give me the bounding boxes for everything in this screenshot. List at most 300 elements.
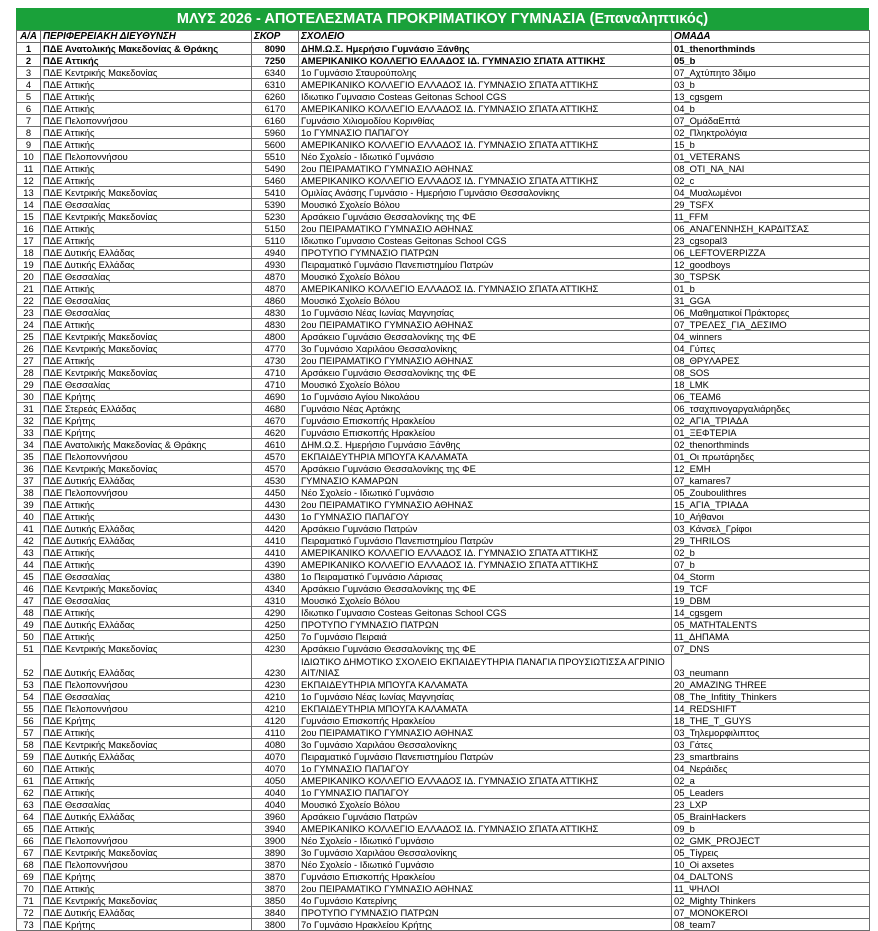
school-cell: ΑΜΕΡΙΚΑΝΙΚΟ ΚΟΛΛΕΓΙΟ ΕΛΛΑΔΟΣ ΙΔ. ΓΥΜΝΑΣΙΟ ΣΠΑΤΑ ΑΤΤΙΚΗΣ bbox=[299, 55, 672, 67]
rank-cell: 59 bbox=[17, 751, 41, 763]
table-row bbox=[17, 907, 870, 919]
rank-cell: 49 bbox=[17, 619, 41, 631]
table-row bbox=[17, 391, 870, 403]
rank-cell: 34 bbox=[17, 439, 41, 451]
team-cell: 05_Leaders bbox=[672, 787, 870, 799]
table-row bbox=[17, 535, 870, 547]
table-row bbox=[17, 691, 870, 703]
rank-cell: 71 bbox=[17, 895, 41, 907]
rank-cell: 14 bbox=[17, 199, 41, 211]
directorate-cell: ΠΔΕ Κρήτης bbox=[41, 415, 252, 427]
directorate-cell: ΠΔΕ Κρήτης bbox=[41, 427, 252, 439]
rank-cell: 65 bbox=[17, 823, 41, 835]
rank-cell: 11 bbox=[17, 163, 41, 175]
rank-cell: 10 bbox=[17, 151, 41, 163]
rank-cell: 29 bbox=[17, 379, 41, 391]
team-cell: 08_SOS bbox=[672, 367, 870, 379]
team-cell: 02_ΑΓΙΑ_ΤΡΙΑΔΑ bbox=[672, 415, 870, 427]
score-cell: 4110 bbox=[252, 727, 299, 739]
team-cell: 18_LMK bbox=[672, 379, 870, 391]
team-cell: 23_smartbrains bbox=[672, 751, 870, 763]
score-cell: 5390 bbox=[252, 199, 299, 211]
team-cell: 10_Oi axsetes bbox=[672, 859, 870, 871]
rank-cell: 64 bbox=[17, 811, 41, 823]
directorate-cell: ΠΔΕ Αττικής bbox=[41, 511, 252, 523]
school-cell: ΑΜΕΡΙΚΑΝΙΚΟ ΚΟΛΛΕΓΙΟ ΕΛΛΑΔΟΣ ΙΔ. ΓΥΜΝΑΣΙΟ ΣΠΑΤΑ ΑΤΤΙΚΗΣ bbox=[299, 79, 672, 91]
directorate-cell: ΠΔΕ Δυτικής Ελλάδας bbox=[41, 259, 252, 271]
table-row bbox=[17, 547, 870, 559]
score-cell: 4430 bbox=[252, 511, 299, 523]
team-cell: 30_TSPSK bbox=[672, 271, 870, 283]
directorate-cell: ΠΔΕ Αττικής bbox=[41, 607, 252, 619]
school-cell: 2ου ΠΕΙΡΑΜΑΤΙΚΟ ΓΥΜΝΑΣΙΟ ΑΘΗΝΑΣ bbox=[299, 355, 672, 367]
directorate-cell: ΠΔΕ Αττικής bbox=[41, 91, 252, 103]
score-cell: 4340 bbox=[252, 583, 299, 595]
team-cell: 23_cgsopal3 bbox=[672, 235, 870, 247]
directorate-cell: ΠΔΕ Δυτικής Ελλάδας bbox=[41, 475, 252, 487]
score-cell: 4050 bbox=[252, 775, 299, 787]
table-row bbox=[17, 115, 870, 127]
score-cell: 6170 bbox=[252, 103, 299, 115]
team-cell: 07_ΟμάδαΕπτά bbox=[672, 115, 870, 127]
school-cell: Μουσικό Σχολείο Βόλου bbox=[299, 271, 672, 283]
directorate-cell: ΠΔΕ Κρήτης bbox=[41, 715, 252, 727]
directorate-cell: ΠΔΕ Αττικής bbox=[41, 103, 252, 115]
rank-cell: 27 bbox=[17, 355, 41, 367]
team-cell: 04_winners bbox=[672, 331, 870, 343]
school-cell: ΑΜΕΡΙΚΑΝΙΚΟ ΚΟΛΛΕΓΙΟ ΕΛΛΑΔΟΣ ΙΔ. ΓΥΜΝΑΣΙΟ ΣΠΑΤΑ ΑΤΤΙΚΗΣ bbox=[299, 823, 672, 835]
table-row bbox=[17, 583, 870, 595]
directorate-cell: ΠΔΕ Κεντρικής Μακεδονίας bbox=[41, 343, 252, 355]
team-cell: 11_ΨΗΛΟΙ bbox=[672, 883, 870, 895]
rank-cell: 15 bbox=[17, 211, 41, 223]
score-cell: 4230 bbox=[252, 643, 299, 655]
score-cell: 4940 bbox=[252, 247, 299, 259]
directorate-cell: ΠΔΕ Θεσσαλίας bbox=[41, 379, 252, 391]
score-cell: 4930 bbox=[252, 259, 299, 271]
rank-cell: 4 bbox=[17, 79, 41, 91]
score-cell: 6160 bbox=[252, 115, 299, 127]
table-row bbox=[17, 703, 870, 715]
table-row bbox=[17, 307, 870, 319]
team-cell: 06_LEFTOVERPIZZA bbox=[672, 247, 870, 259]
rank-cell: 70 bbox=[17, 883, 41, 895]
rank-cell: 9 bbox=[17, 139, 41, 151]
score-cell: 4310 bbox=[252, 595, 299, 607]
team-cell: 06_τσαχπινογαργαλιάρηδες bbox=[672, 403, 870, 415]
team-cell: 14_REDSHIFT bbox=[672, 703, 870, 715]
score-cell: 4710 bbox=[252, 367, 299, 379]
team-cell: 07_Αχτύπητο 3διμο bbox=[672, 67, 870, 79]
school-cell: Γυμνάσιο Επισκοπής Ηρακλείου bbox=[299, 871, 672, 883]
rank-cell: 7 bbox=[17, 115, 41, 127]
team-cell: 05_MATHTALENTS bbox=[672, 619, 870, 631]
directorate-cell: ΠΔΕ Αττικής bbox=[41, 163, 252, 175]
table-row bbox=[17, 127, 870, 139]
directorate-cell: ΠΔΕ Αττικής bbox=[41, 763, 252, 775]
school-cell: Ομιλίας Ανάσης Γυμνάσιο - Ημερήσιο Γυμνάσιο Θεσσαλονίκης bbox=[299, 187, 672, 199]
score-cell: 4870 bbox=[252, 271, 299, 283]
directorate-cell: ΠΔΕ Κεντρικής Μακεδονίας bbox=[41, 211, 252, 223]
rank-cell: 35 bbox=[17, 451, 41, 463]
team-cell: 14_cgsgem bbox=[672, 607, 870, 619]
school-cell: Μουσικό Σχολείο Βόλου bbox=[299, 295, 672, 307]
school-cell: 3ο Γυμνάσιο Χαριλάου Θεσσαλονίκης bbox=[299, 343, 672, 355]
team-cell: 03_neumann bbox=[672, 655, 870, 679]
table-row bbox=[17, 835, 870, 847]
rank-cell: 52 bbox=[17, 655, 41, 679]
score-cell: 5600 bbox=[252, 139, 299, 151]
school-cell: ΕΚΠΑΙΔΕΥΤΗΡΙΑ ΜΠΟΥΓΑ ΚΑΛΑΜΑΤΑ bbox=[299, 451, 672, 463]
table-row bbox=[17, 367, 870, 379]
directorate-cell: ΠΔΕ Αττικής bbox=[41, 55, 252, 67]
score-cell: 4120 bbox=[252, 715, 299, 727]
team-cell: 07_MONOKEROI bbox=[672, 907, 870, 919]
school-cell: Ιδιωτικο Γυμνασιο Costeas Geitonas School CGS bbox=[299, 607, 672, 619]
school-cell: ΑΜΕΡΙΚΑΝΙΚΟ ΚΟΛΛΕΓΙΟ ΕΛΛΑΔΟΣ ΙΔ. ΓΥΜΝΑΣΙΟ ΣΠΑΤΑ ΑΤΤΙΚΗΣ bbox=[299, 559, 672, 571]
table-row bbox=[17, 403, 870, 415]
directorate-cell: ΠΔΕ Θεσσαλίας bbox=[41, 799, 252, 811]
school-cell: 2ου ΠΕΙΡΑΜΑΤΙΚΟ ΓΥΜΝΑΣΙΟ ΑΘΗΝΑΣ bbox=[299, 163, 672, 175]
table-row bbox=[17, 871, 870, 883]
table-row bbox=[17, 787, 870, 799]
school-cell: ΓΥΜΝΑΣΙΟ ΚΑΜΑΡΩΝ bbox=[299, 475, 672, 487]
score-cell: 4420 bbox=[252, 523, 299, 535]
school-cell: 2ου ΠΕΙΡΑΜΑΤΙΚΟ ΓΥΜΝΑΣΙΟ ΑΘΗΝΑΣ bbox=[299, 883, 672, 895]
directorate-cell: ΠΔΕ Κεντρικής Μακεδονίας bbox=[41, 643, 252, 655]
table-row bbox=[17, 631, 870, 643]
school-cell: Γυμνάσιο Επισκοπής Ηρακλείου bbox=[299, 415, 672, 427]
directorate-cell: ΠΔΕ Κεντρικής Μακεδονίας bbox=[41, 847, 252, 859]
directorate-cell: ΠΔΕ Πελοποννήσου bbox=[41, 679, 252, 691]
score-cell: 4730 bbox=[252, 355, 299, 367]
score-cell: 4450 bbox=[252, 487, 299, 499]
score-cell: 4410 bbox=[252, 535, 299, 547]
team-cell: 05_Τίγρεις bbox=[672, 847, 870, 859]
school-cell: ΕΚΠΑΙΔΕΥΤΗΡΙΑ ΜΠΟΥΓΑ ΚΑΛΑΜΑΤΑ bbox=[299, 679, 672, 691]
school-cell: Αρσάκειο Γυμνάσιο Πατρών bbox=[299, 811, 672, 823]
score-cell: 4670 bbox=[252, 415, 299, 427]
team-cell: 03_Γάτες bbox=[672, 739, 870, 751]
team-cell: 02_Πληκτρολόγια bbox=[672, 127, 870, 139]
score-cell: 5410 bbox=[252, 187, 299, 199]
score-cell: 4870 bbox=[252, 283, 299, 295]
header-score: ΣΚΟΡ bbox=[252, 31, 299, 43]
directorate-cell: ΠΔΕ Δυτικής Ελλάδας bbox=[41, 907, 252, 919]
table-row bbox=[17, 799, 870, 811]
table-row bbox=[17, 91, 870, 103]
score-cell: 5150 bbox=[252, 223, 299, 235]
directorate-cell: ΠΔΕ Αττικής bbox=[41, 823, 252, 835]
score-cell: 6310 bbox=[252, 79, 299, 91]
directorate-cell: ΠΔΕ Αττικής bbox=[41, 175, 252, 187]
school-cell: ΠΡΟΤΥΠΟ ΓΥΜΝΑΣΙΟ ΠΑΤΡΩΝ bbox=[299, 619, 672, 631]
table-row bbox=[17, 739, 870, 751]
score-cell: 5460 bbox=[252, 175, 299, 187]
score-cell: 3900 bbox=[252, 835, 299, 847]
rank-cell: 58 bbox=[17, 739, 41, 751]
school-cell: ΕΚΠΑΙΔΕΥΤΗΡΙΑ ΜΠΟΥΓΑ ΚΑΛΑΜΑΤΑ bbox=[299, 703, 672, 715]
score-cell: 4250 bbox=[252, 631, 299, 643]
team-cell: 15_ΑΓΙΑ_ΤΡΙΑΔΑ bbox=[672, 499, 870, 511]
team-cell: 01_b bbox=[672, 283, 870, 295]
directorate-cell: ΠΔΕ Κρήτης bbox=[41, 871, 252, 883]
team-cell: 01_ΞΕΦΤΕΡΙΑ bbox=[672, 427, 870, 439]
school-cell: 1ο ΓΥΜΝΑΣΙΟ ΠΑΠΑΓΟΥ bbox=[299, 511, 672, 523]
table-row bbox=[17, 655, 870, 679]
table-header-row bbox=[17, 31, 870, 43]
school-cell: Γυμνάσιο Χιλιομοδίου Κορινθίας bbox=[299, 115, 672, 127]
directorate-cell: ΠΔΕ Θεσσαλίας bbox=[41, 271, 252, 283]
school-cell: 2ου ΠΕΙΡΑΜΑΤΙΚΟ ΓΥΜΝΑΣΙΟ ΑΘΗΝΑΣ bbox=[299, 223, 672, 235]
school-cell: Αρσάκειο Γυμνάσιο Θεσσαλονίκης της ΦΕ bbox=[299, 463, 672, 475]
school-cell: Νέο Σχολείο - Ιδιωτικό Γυμνάσιο bbox=[299, 835, 672, 847]
rank-cell: 8 bbox=[17, 127, 41, 139]
score-cell: 5960 bbox=[252, 127, 299, 139]
rank-cell: 62 bbox=[17, 787, 41, 799]
table-row bbox=[17, 715, 870, 727]
rank-cell: 22 bbox=[17, 295, 41, 307]
school-cell: Μουσικό Σχολείο Βόλου bbox=[299, 199, 672, 211]
table-row bbox=[17, 439, 870, 451]
rank-cell: 17 bbox=[17, 235, 41, 247]
directorate-cell: ΠΔΕ Αττικής bbox=[41, 139, 252, 151]
team-cell: 23_LXP bbox=[672, 799, 870, 811]
school-cell: ΑΜΕΡΙΚΑΝΙΚΟ ΚΟΛΛΕΓΙΟ ΕΛΛΑΔΟΣ ΙΔ. ΓΥΜΝΑΣΙΟ ΣΠΑΤΑ ΑΤΤΙΚΗΣ bbox=[299, 775, 672, 787]
directorate-cell: ΠΔΕ Πελοποννήσου bbox=[41, 115, 252, 127]
table-row bbox=[17, 775, 870, 787]
table-row bbox=[17, 883, 870, 895]
table-row bbox=[17, 163, 870, 175]
team-cell: 01_thenorthminds bbox=[672, 43, 870, 55]
table-row bbox=[17, 571, 870, 583]
rank-cell: 5 bbox=[17, 91, 41, 103]
team-cell: 06_TEAM6 bbox=[672, 391, 870, 403]
school-cell: ΑΜΕΡΙΚΑΝΙΚΟ ΚΟΛΛΕΓΙΟ ΕΛΛΑΔΟΣ ΙΔ. ΓΥΜΝΑΣΙΟ ΣΠΑΤΑ ΑΤΤΙΚΗΣ bbox=[299, 103, 672, 115]
school-cell: 1ο ΓΥΜΝΑΣΙΟ ΠΑΠΑΓΟΥ bbox=[299, 127, 672, 139]
score-cell: 3870 bbox=[252, 859, 299, 871]
score-cell: 4680 bbox=[252, 403, 299, 415]
school-cell: 4ο Γυμνάσιο Κατερίνης bbox=[299, 895, 672, 907]
score-cell: 4830 bbox=[252, 319, 299, 331]
score-cell: 4290 bbox=[252, 607, 299, 619]
directorate-cell: ΠΔΕ Δυτικής Ελλάδας bbox=[41, 655, 252, 679]
rank-cell: 69 bbox=[17, 871, 41, 883]
team-cell: 02_b bbox=[672, 547, 870, 559]
school-cell: Μουσικό Σχολείο Βόλου bbox=[299, 379, 672, 391]
directorate-cell: ΠΔΕ Αττικής bbox=[41, 235, 252, 247]
team-cell: 08_OTI_NA_NAI bbox=[672, 163, 870, 175]
rank-cell: 25 bbox=[17, 331, 41, 343]
table-row bbox=[17, 523, 870, 535]
score-cell: 6260 bbox=[252, 91, 299, 103]
school-cell: Αρσάκειο Γυμνάσιο Πατρών bbox=[299, 523, 672, 535]
team-cell: 06_ΑΝΑΓΕΝΝΗΣΗ_ΚΑΡΔΙΤΣΑΣ bbox=[672, 223, 870, 235]
team-cell: 02_thenorthminds bbox=[672, 439, 870, 451]
directorate-cell: ΠΔΕ Θεσσαλίας bbox=[41, 571, 252, 583]
table-row bbox=[17, 859, 870, 871]
directorate-cell: ΠΔΕ Θεσσαλίας bbox=[41, 295, 252, 307]
table-row bbox=[17, 343, 870, 355]
school-cell: ΑΜΕΡΙΚΑΝΙΚΟ ΚΟΛΛΕΓΙΟ ΕΛΛΑΔΟΣ ΙΔ. ΓΥΜΝΑΣΙΟ ΣΠΑΤΑ ΑΤΤΙΚΗΣ bbox=[299, 283, 672, 295]
directorate-cell: ΠΔΕ Πελοποννήσου bbox=[41, 703, 252, 715]
school-cell: Αρσάκειο Γυμνάσιο Θεσσαλονίκης της ΦΕ bbox=[299, 211, 672, 223]
team-cell: 07_kamares7 bbox=[672, 475, 870, 487]
rank-cell: 57 bbox=[17, 727, 41, 739]
table-row bbox=[17, 151, 870, 163]
directorate-cell: ΠΔΕ Αττικής bbox=[41, 775, 252, 787]
score-cell: 4860 bbox=[252, 295, 299, 307]
team-cell: 08_The_Infitity_Thinkers bbox=[672, 691, 870, 703]
school-cell bbox=[299, 655, 672, 679]
score-cell: 5510 bbox=[252, 151, 299, 163]
rank-cell: 31 bbox=[17, 403, 41, 415]
rank-cell: 56 bbox=[17, 715, 41, 727]
school-cell: 2ου ΠΕΙΡΑΜΑΤΙΚΟ ΓΥΜΝΑΣΙΟ ΑΘΗΝΑΣ bbox=[299, 499, 672, 511]
rank-cell: 36 bbox=[17, 463, 41, 475]
team-cell: 03_b bbox=[672, 79, 870, 91]
score-cell: 4210 bbox=[252, 691, 299, 703]
directorate-cell: ΠΔΕ Αττικής bbox=[41, 499, 252, 511]
school-cell: Αρσάκειο Γυμνάσιο Θεσσαλονίκης της ΦΕ bbox=[299, 583, 672, 595]
table-row bbox=[17, 199, 870, 211]
directorate-cell: ΠΔΕ Δυτικής Ελλάδας bbox=[41, 751, 252, 763]
header-aa: Α/Α bbox=[17, 31, 41, 43]
header-directorate: ΠΕΡΙΦΕΡΕΙΑΚΗ ΔΙΕΥΘΥΝΣΗ bbox=[41, 31, 252, 43]
directorate-cell: ΠΔΕ Αττικής bbox=[41, 883, 252, 895]
school-cell: Μουσικό Σχολείο Βόλου bbox=[299, 799, 672, 811]
score-cell: 5490 bbox=[252, 163, 299, 175]
table-row bbox=[17, 67, 870, 79]
table-row bbox=[17, 211, 870, 223]
school-cell: 3ο Γυμνάσιο Χαριλάου Θεσσαλονίκης bbox=[299, 739, 672, 751]
rank-cell: 45 bbox=[17, 571, 41, 583]
table-row bbox=[17, 511, 870, 523]
score-cell: 5110 bbox=[252, 235, 299, 247]
table-row bbox=[17, 847, 870, 859]
team-cell: 02_Mighty Thinkers bbox=[672, 895, 870, 907]
school-cell: 1ο Γυμνάσιο Σταυρούπολης bbox=[299, 67, 672, 79]
team-cell: 19_DBM bbox=[672, 595, 870, 607]
score-cell: 4530 bbox=[252, 475, 299, 487]
rank-cell: 51 bbox=[17, 643, 41, 655]
header-school: ΣΧΟΛΕΙΟ bbox=[299, 31, 672, 43]
directorate-cell: ΠΔΕ Πελοποννήσου bbox=[41, 835, 252, 847]
score-cell: 4410 bbox=[252, 547, 299, 559]
score-cell: 3850 bbox=[252, 895, 299, 907]
team-cell: 06_Μαθηματικοί Πράκτορες bbox=[672, 307, 870, 319]
directorate-cell: ΠΔΕ Αττικής bbox=[41, 631, 252, 643]
table-row bbox=[17, 175, 870, 187]
rank-cell: 38 bbox=[17, 487, 41, 499]
rank-cell: 26 bbox=[17, 343, 41, 355]
team-cell: 07_ΤΡΕΛΕΣ_ΓΙΑ_ΔΕΣΙΜΟ bbox=[672, 319, 870, 331]
rank-cell: 72 bbox=[17, 907, 41, 919]
table-row bbox=[17, 619, 870, 631]
table-row bbox=[17, 235, 870, 247]
school-cell: 3ο Γυμνάσιο Χαριλάου Θεσσαλονίκης bbox=[299, 847, 672, 859]
table-row bbox=[17, 559, 870, 571]
table-row bbox=[17, 379, 870, 391]
team-cell: 08_ΘΡΥΛΑΡΕΣ bbox=[672, 355, 870, 367]
directorate-cell: ΠΔΕ Δυτικής Ελλάδας bbox=[41, 247, 252, 259]
directorate-cell: ΠΔΕ Δυτικής Ελλάδας bbox=[41, 619, 252, 631]
rank-cell: 28 bbox=[17, 367, 41, 379]
rank-cell: 18 bbox=[17, 247, 41, 259]
score-cell: 4230 bbox=[252, 679, 299, 691]
team-cell: 04_DALTONS bbox=[672, 871, 870, 883]
rank-cell: 23 bbox=[17, 307, 41, 319]
table-row bbox=[17, 355, 870, 367]
directorate-cell: ΠΔΕ Πελοποννήσου bbox=[41, 859, 252, 871]
header-team: ΟΜΑΔΑ bbox=[672, 31, 870, 43]
table-row bbox=[17, 79, 870, 91]
school-cell: ΑΜΕΡΙΚΑΝΙΚΟ ΚΟΛΛΕΓΙΟ ΕΛΛΑΔΟΣ ΙΔ. ΓΥΜΝΑΣΙΟ ΣΠΑΤΑ ΑΤΤΙΚΗΣ bbox=[299, 547, 672, 559]
rank-cell: 13 bbox=[17, 187, 41, 199]
directorate-cell: ΠΔΕ Αττικής bbox=[41, 79, 252, 91]
directorate-cell: ΠΔΕ Κεντρικής Μακεδονίας bbox=[41, 739, 252, 751]
team-cell: 07_DNS bbox=[672, 643, 870, 655]
team-cell: 09_b bbox=[672, 823, 870, 835]
rank-cell: 73 bbox=[17, 919, 41, 931]
table-row bbox=[17, 415, 870, 427]
team-cell: 04_Storm bbox=[672, 571, 870, 583]
score-cell: 6340 bbox=[252, 67, 299, 79]
score-cell: 4800 bbox=[252, 331, 299, 343]
team-cell: 07_b bbox=[672, 559, 870, 571]
table-row bbox=[17, 463, 870, 475]
rank-cell: 16 bbox=[17, 223, 41, 235]
table-row bbox=[17, 823, 870, 835]
directorate-cell: ΠΔΕ Αττικής bbox=[41, 727, 252, 739]
score-cell: 4430 bbox=[252, 499, 299, 511]
rank-cell: 6 bbox=[17, 103, 41, 115]
rank-cell: 1 bbox=[17, 43, 41, 55]
directorate-cell: ΠΔΕ Κεντρικής Μακεδονίας bbox=[41, 583, 252, 595]
directorate-cell: ΠΔΕ Κεντρικής Μακεδονίας bbox=[41, 895, 252, 907]
school-cell: Αρσάκειο Γυμνάσιο Θεσσαλονίκης της ΦΕ bbox=[299, 643, 672, 655]
directorate-cell: ΠΔΕ Κεντρικής Μακεδονίας bbox=[41, 67, 252, 79]
table-row bbox=[17, 451, 870, 463]
table-row bbox=[17, 751, 870, 763]
score-cell: 4040 bbox=[252, 787, 299, 799]
table-row bbox=[17, 727, 870, 739]
table-row bbox=[17, 319, 870, 331]
score-cell: 4070 bbox=[252, 751, 299, 763]
school-cell: 7ο Γυμνάσιο Ηρακλείου Κρήτης bbox=[299, 919, 672, 931]
rank-cell: 37 bbox=[17, 475, 41, 487]
school-cell: Ιδιωτικο Γυμνασιο Costeas Geitonas School CGS bbox=[299, 91, 672, 103]
score-cell: 4250 bbox=[252, 619, 299, 631]
score-cell: 4830 bbox=[252, 307, 299, 319]
rank-cell: 41 bbox=[17, 523, 41, 535]
table-row bbox=[17, 295, 870, 307]
score-cell: 4080 bbox=[252, 739, 299, 751]
rank-cell: 63 bbox=[17, 799, 41, 811]
rank-cell: 54 bbox=[17, 691, 41, 703]
score-cell: 3960 bbox=[252, 811, 299, 823]
rank-cell: 44 bbox=[17, 559, 41, 571]
school-cell: ΠΡΟΤΥΠΟ ΓΥΜΝΑΣΙΟ ΠΑΤΡΩΝ bbox=[299, 247, 672, 259]
table-row bbox=[17, 103, 870, 115]
team-cell: 19_TCF bbox=[672, 583, 870, 595]
school-cell: ΑΜΕΡΙΚΑΝΙΚΟ ΚΟΛΛΕΓΙΟ ΕΛΛΑΔΟΣ ΙΔ. ΓΥΜΝΑΣΙΟ ΣΠΑΤΑ ΑΤΤΙΚΗΣ bbox=[299, 139, 672, 151]
school-cell: Νέο Σχολείο - Ιδιωτικό Γυμνάσιο bbox=[299, 859, 672, 871]
table-row bbox=[17, 475, 870, 487]
team-cell: 29_TSFX bbox=[672, 199, 870, 211]
school-cell: 2ου ΠΕΙΡΑΜΑΤΙΚΟ ΓΥΜΝΑΣΙΟ ΑΘΗΝΑΣ bbox=[299, 727, 672, 739]
table-row bbox=[17, 499, 870, 511]
